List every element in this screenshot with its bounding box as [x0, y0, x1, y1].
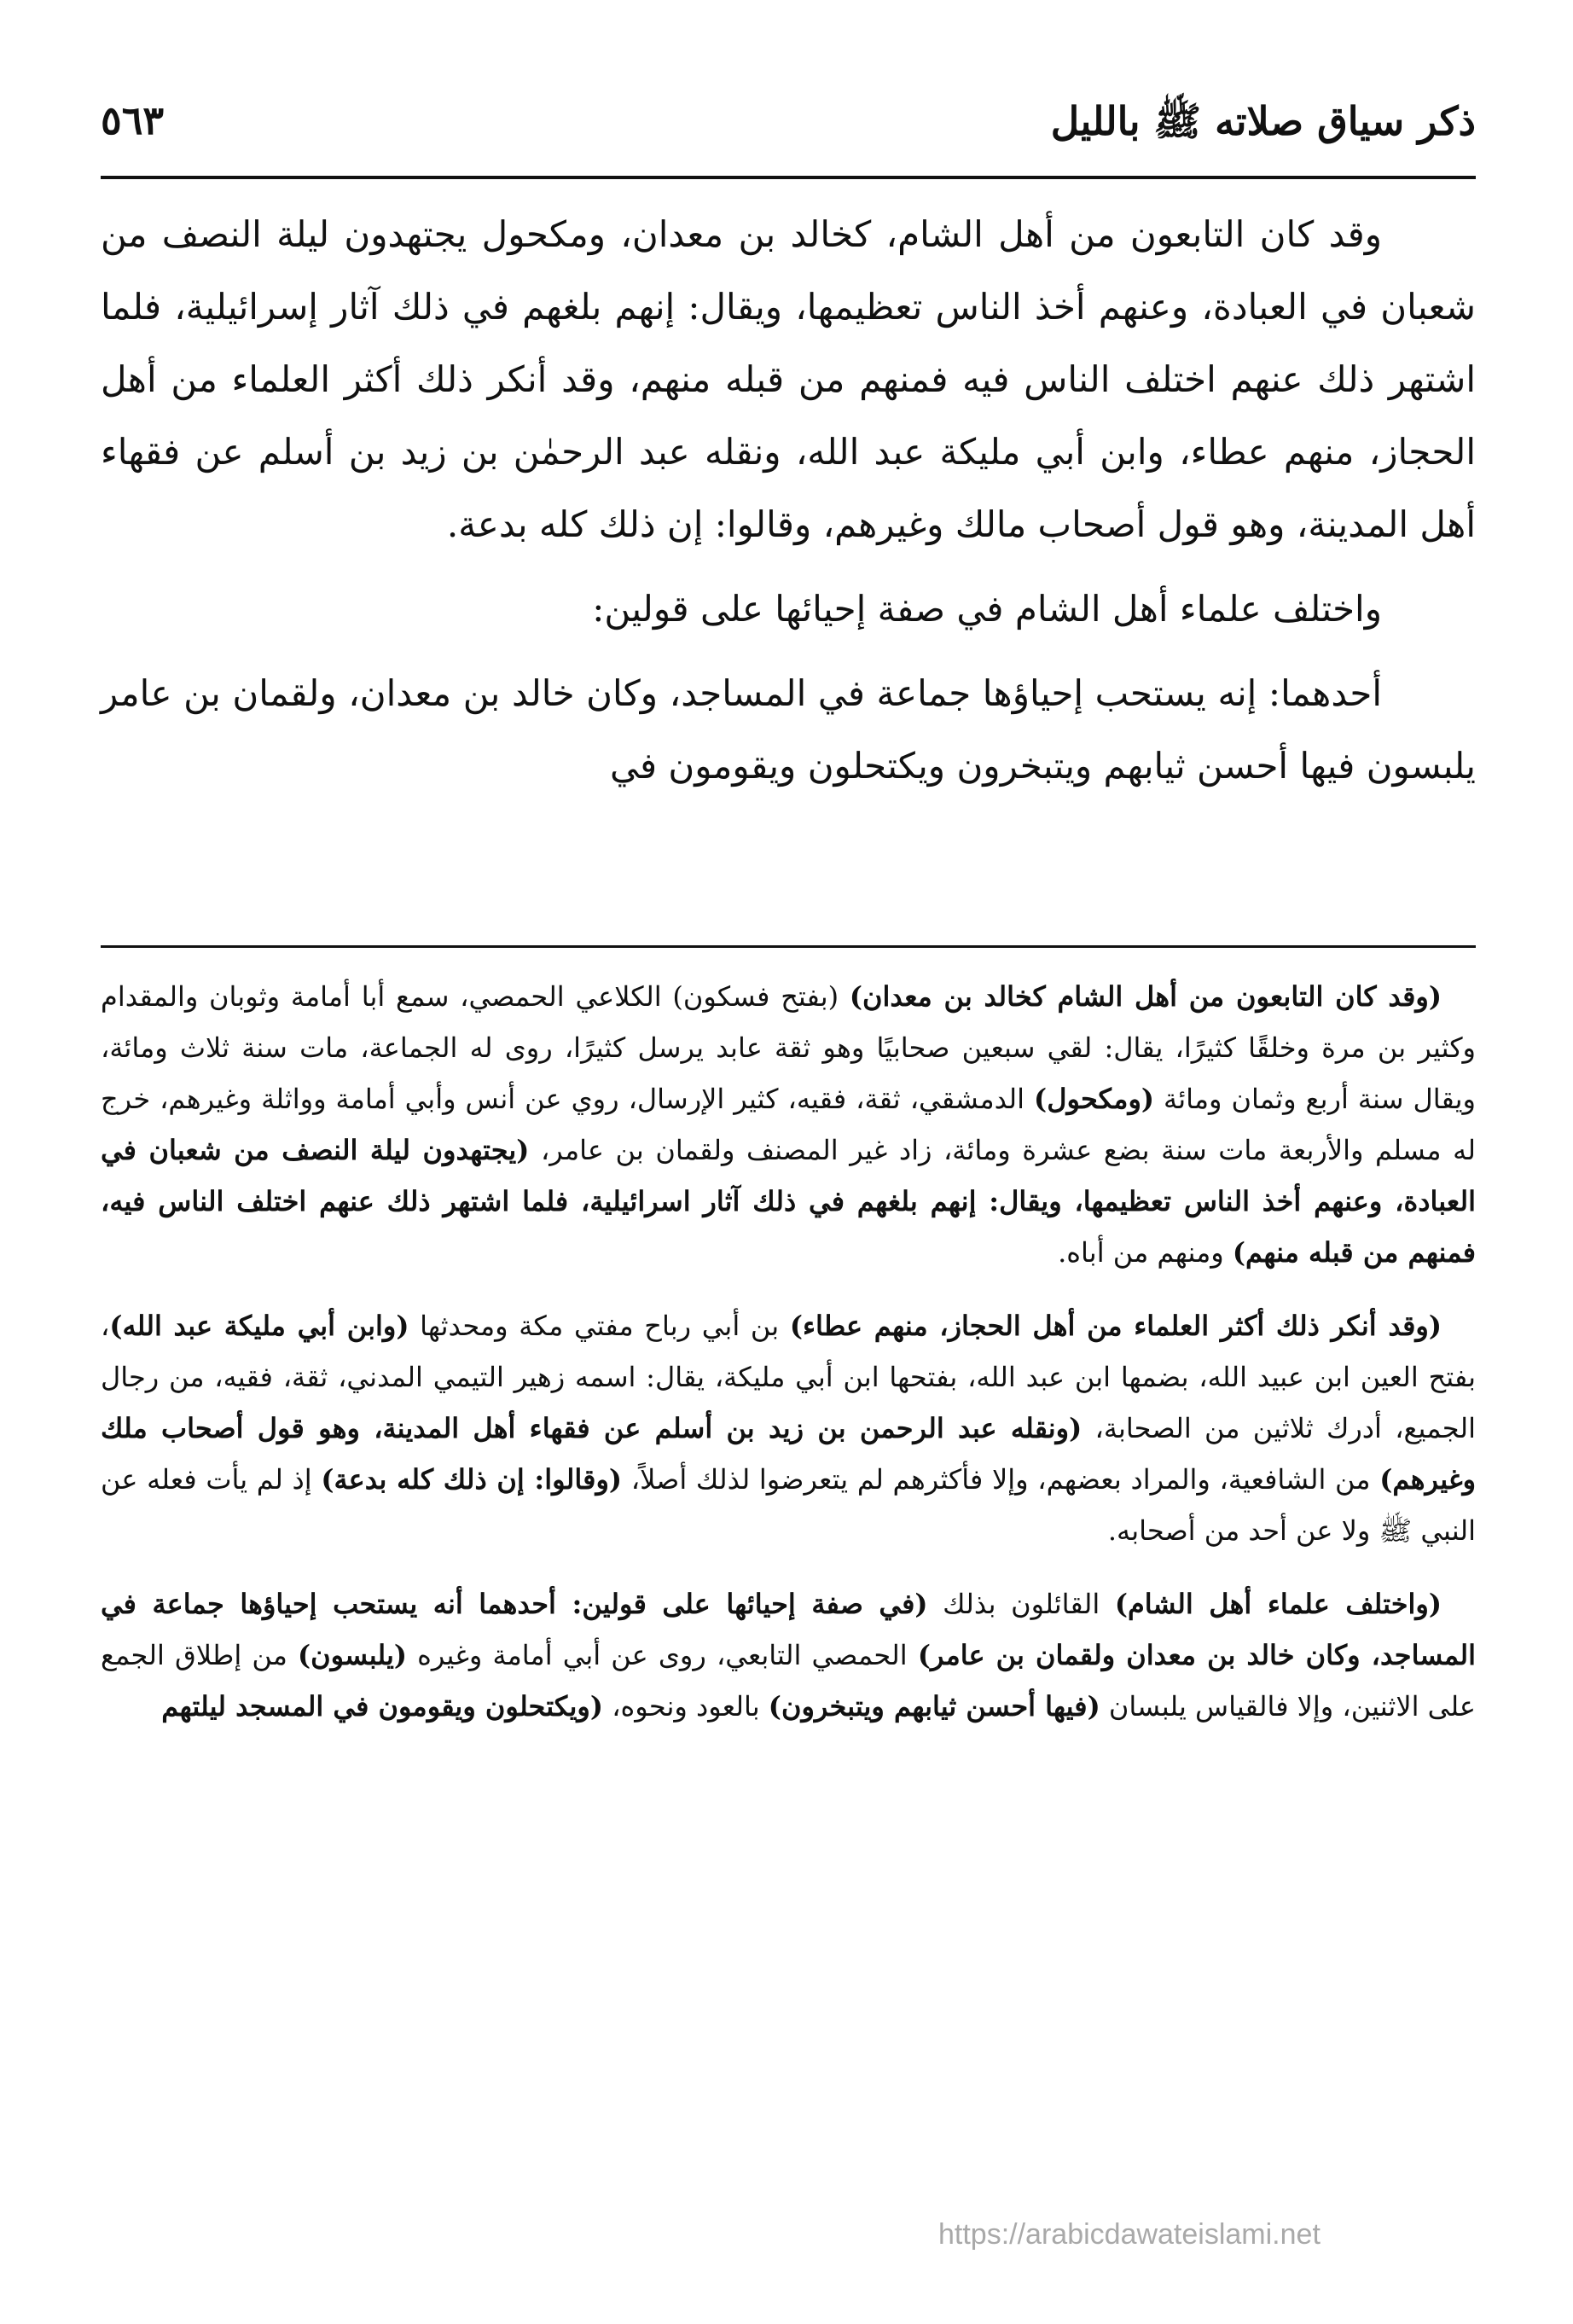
page-header [101, 92, 1476, 160]
commentary-text: من الشافعية، والمراد بعضهم، وإلا فأكثرهم لم يتعرضوا لذلك أصلاً، [622, 1463, 1380, 1496]
main-paragraph: واختلف علماء أهل الشام في صفة إحيائها على قولين: [592, 588, 1382, 630]
main-paragraph: وقد كان التابعون من أهل الشام، كخالد بن معدان، ومكحول يجتهدون ليلة النصف من شعبان في العبادة، وعنهم أخذ الناس تعظيمها، ويقال: إنهم بلغهم في ذلك آثار إسرائيلية، فلما اشتهر ذلك عنهم اختلف الناس فيه فمنهم من قبله منهم، وقد أنكر ذلك أكثر العلماء من أهل الحجاز، منهم عطاء، وابن أبي مليكة عبد الله، ونقله عبد الرحمٰن بن زيد بن أسلم عن فقهاء أهل المدينة، وهو قول أصحاب مالك وغيرهم، وقالوا: إن ذلك كله بدعة. [101, 213, 1476, 545]
page-number: ٥٦٣ [101, 97, 165, 143]
header-divider [101, 176, 1476, 179]
commentary-text: (بفتح فسكون) الكلاعي الحمصي، سمع أبا أمامة وثوبان والمقدام وكثير بن مرة وخلقًا كثيرًا، يقال: لقي سبعين صحابيًا وهو ثقة عابد يرسل كثيرًا، روى له الجماعة، مات سنة ثلاث ومائة، ويقال سنة أربع وثمان ومائة [101, 980, 1477, 1115]
quoted-text: (وقد كان التابعون من أهل الشام كخالد بن معدان) [849, 980, 1442, 1013]
main-paragraph: أحدهما: إنه يستحب إحياؤها جماعة في المساجد، وكان خالد بن معدان، ولقمان بن عامر يلبسون فيها أحسن ثيابهم ويتبخرون ويكتحلون ويقومون في [101, 672, 1476, 787]
quoted-text: (وقد أنكر ذلك أكثر العلماء من أهل الحجاز، منهم عطاء) [789, 1310, 1442, 1342]
quoted-text: (فيها أحسن ثيابهم ويتبخرون) [768, 1690, 1100, 1723]
commentary-text: ومنهم من أباه. [1058, 1236, 1233, 1269]
commentary-divider [101, 945, 1476, 948]
quoted-text: (ويكتحلون ويقومون في المسجد ليلتهم [161, 1690, 604, 1723]
quoted-text: (وابن أبي مليكة عبد الله) [109, 1310, 409, 1342]
quoted-text: (يجتهدون ليلة النصف من شعبان في العبادة، وعنهم أخذ الناس تعظيمها، ويقال: إنهم بلغهم في ذلك آثار اسرائيلية، فلما اشتهر ذلك عنهم اختلف الناس فيه، فمنهم من قبله منهم) [101, 1134, 1476, 1269]
commentary-text: بالعود ونحوه، [603, 1690, 769, 1723]
commentary-text: القائلون بذلك [927, 1588, 1115, 1620]
commentary-text: بن أبي رباح مفتي مكة ومحدثها [409, 1310, 790, 1342]
commentary-block [101, 971, 1476, 1732]
commentary-text: إذ لم يأت فعله عن النبي ﷺ ولا عن أحد من أصحابه. [101, 1463, 1476, 1547]
quoted-text: (واختلف علماء أهل الشام) [1114, 1588, 1442, 1620]
commentary-text: الدمشقي، ثقة، فقيه، كثير الإرسال، روي عن أنس وأبي أمامة وواثلة وغيرهم، خرج له مسلم والأربعة مات سنة بضع عشرة ومائة، زاد غير المصنف ولقمان بن عامر، [101, 1083, 1477, 1166]
commentary-paragraph [101, 971, 1476, 1278]
quoted-text: (ومكحول) [1034, 1083, 1155, 1115]
quoted-text: (في صفة إحيائها على قولين: أحدهما أنه يستحب إحياؤها جماعة في المساجد، وكان خالد بن معدان ولقمان بن عامر) [101, 1588, 1477, 1671]
quoted-text: (وقالوا: إن ذلك كله بدعة) [321, 1463, 623, 1496]
commentary-text: ، بفتح العين ابن عبيد الله، بضمها ابن عبد الله، بفتحها ابن أبي مليكة، يقال: اسمه زهير التيمي المدني، ثقة، فقيه، من رجال الجميع، أدرك ثلاثين من الصحابة، [101, 1310, 1477, 1444]
watermark-url: https://arabicdawateislami.net [938, 2218, 1321, 2251]
quoted-text: (ونقله عبد الرحمن بن زيد بن أسلم عن فقهاء أهل المدينة، وهو قول أصحاب ملك وغيرهم) [101, 1412, 1477, 1496]
running-title: ذكر سياق صلاته ﷺ بالليل [1050, 98, 1476, 144]
commentary-paragraph [101, 1300, 1476, 1556]
commentary-text: من إطلاق الجمع على الاثنين، وإلا فالقياس يلبسان [101, 1639, 1476, 1723]
commentary-text: الحمصي التابعي، روى عن أبي أمامة وغيره [407, 1639, 918, 1671]
commentary-paragraph [101, 1578, 1476, 1732]
main-text-block [101, 198, 1476, 802]
quoted-text: (يلبسون) [297, 1639, 407, 1671]
